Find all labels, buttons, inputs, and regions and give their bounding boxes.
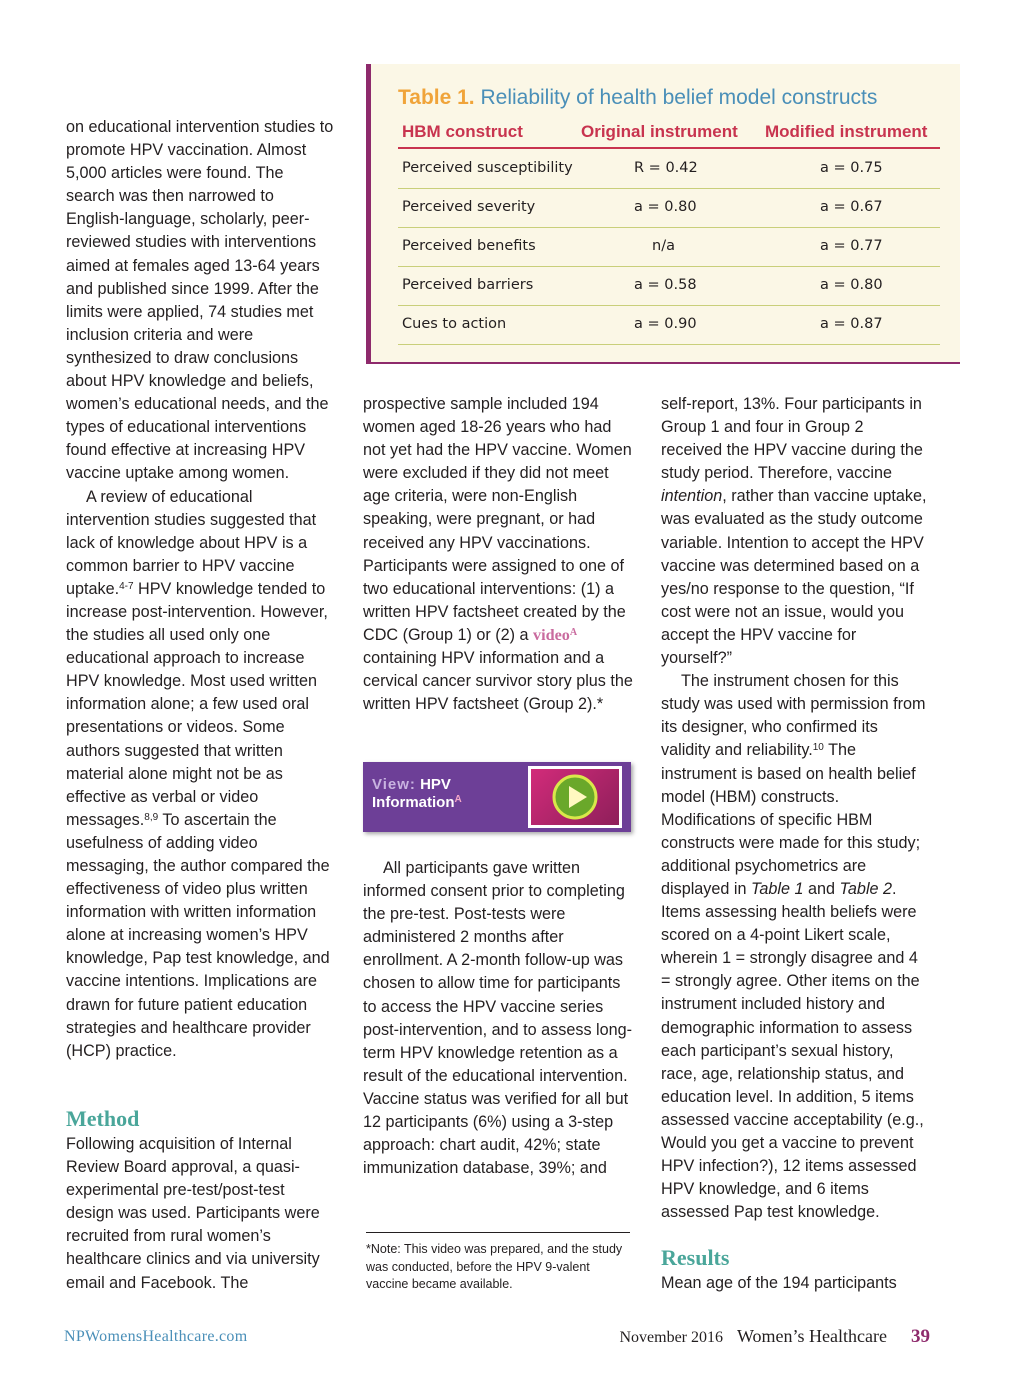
view-hpv-information-button[interactable] xyxy=(363,762,631,832)
view-button-label: View: HPV Information$^A$ xyxy=(372,776,462,811)
table-bottom-rule xyxy=(371,362,960,364)
results-paragraph xyxy=(661,1272,929,1295)
paragraph: The instrument chosen for this study was used with permission from its designer, who confirmed its validity and reliability.$^{10}$ The instrument is based on health belief model (HBM) constructs. Modifications of specific HBM constructs were made for this study; additional psychometrics are displayed in Table 1 and Table 2. Items assessing health beliefs were scored on a 4-point Likert scale, wherein 1 = strongly disagree and 4 = strongly agree. Other items on the instrument included history and demographic information to assess each participant’s sexual history, race, age, relationship status, and education level. In addition, 5 items assessed vaccine acceptability (e.g., Would you get a vaccine to prevent HPV infection?), 12 items assessed HPV knowledge, and 6 items assessed Pap test knowledge. xyxy=(661,672,926,1222)
table-cell: a = 0.77 xyxy=(820,238,883,254)
video-thumbnail[interactable] xyxy=(528,766,622,828)
table-cell: R = 0.42 xyxy=(634,160,698,176)
table-cell: Perceived susceptibility xyxy=(402,160,573,176)
paragraph: prospective sample included 194 women aged 18-26 years who had not yet had the HPV vaccine. Women were excluded if they did not meet age criteria, were non-English speaking, were pregnant, or had received any HPV vaccinations. Participants were assigned to one of two educational interventions: (1) a written HPV factsheet created by the CDC (Group 1) or (2) a video$^A$ containing HPV information and a cervical cancer survivor story plus the written HPV factsheet (Group 2).* xyxy=(363,395,633,714)
paragraph: A review of educational intervention studies suggested that lack of knowledge about HPV is a common barrier to HPV vaccine uptake.$^{4-7}$ HPV knowledge tended to increase post-intervention. However, the studies all used only one educational approach to increase HPV knowledge. Most used written information alone; a few used oral presentations or videos. Some authors suggested that written material alone might not be as effective as verbal or video messages.$^{8,9}$ To ascertain the usefulness of adding video messaging, the author compared the effectiveness of video plus written information with written information alone at increasing women’s HPV knowledge, Pap test knowledge, and vaccine intentions. Implications are drawn for future patient education strategies and healthcare provider (HCP) practice. xyxy=(66,487,330,1060)
table-cell: Perceived severity xyxy=(402,199,536,215)
column-header: HBM construct xyxy=(402,122,523,141)
column-1 xyxy=(66,116,334,1063)
table-cell: a = 0.67 xyxy=(820,199,883,215)
play-icon xyxy=(531,769,619,825)
column-header: Original instrument xyxy=(581,122,738,141)
table-cell: a = 0.75 xyxy=(820,160,883,176)
column-header: Modified instrument xyxy=(765,122,928,141)
table-cell: Perceived barriers xyxy=(402,277,534,293)
paragraph: Following acquisition of Internal Review Board approval, a quasi-experimental pre-test/post-test design was used. Participants were recruited from rural women’s healthcare clinics and via university email and Facebook. The xyxy=(66,1135,320,1292)
table-row xyxy=(398,267,940,306)
table-cell: a = 0.80 xyxy=(820,277,883,293)
table-row xyxy=(398,306,940,345)
table-row xyxy=(398,189,940,228)
paragraph: on educational intervention studies to promote HPV vaccination. Almost 5,000 articles were found. The search was then narrowed to English-language, scholarly, peer-reviewed studies with interventions aimed at females aged 13-64 years and published since 1999. After the limits were applied, 74 studies met inclusion criteria and were synthesized to draw conclusions about HPV knowledge and beliefs, women’s educational needs, and the types of educational interventions found effective at increasing HPV vaccine uptake among women. xyxy=(66,118,334,483)
page-number: 39 xyxy=(911,1326,930,1347)
table-cell: a = 0.58 xyxy=(634,277,697,293)
table-cell: Cues to action xyxy=(402,316,507,332)
column-2-continued xyxy=(363,857,633,1180)
section-heading-results: Results xyxy=(661,1245,730,1270)
table-title xyxy=(398,86,877,110)
citation: 10 xyxy=(812,742,824,754)
citation: 4-7 xyxy=(119,580,134,592)
table-cell: a = 0.80 xyxy=(634,199,697,215)
footer-journal: Women’s Healthcare xyxy=(737,1326,887,1346)
table-cell: Perceived benefits xyxy=(402,238,536,254)
table-1 xyxy=(366,64,960,364)
table-label: Table 1. xyxy=(398,86,475,109)
column-2 xyxy=(363,393,633,716)
paragraph: Mean age of the 194 participants xyxy=(661,1274,897,1292)
footer-website-link[interactable]: NPWomensHealthcare.com xyxy=(64,1328,248,1345)
column-3 xyxy=(661,393,929,1224)
table-cell: a = 0.87 xyxy=(820,316,883,332)
footnote: *Note: This video was prepared, and the study was conducted, before the HPV 9-valent vaccine became available. xyxy=(366,1242,623,1291)
table-cell: n/a xyxy=(652,238,675,254)
table-header-row xyxy=(398,121,940,149)
video-link[interactable]: video$^A$ xyxy=(533,625,578,644)
table-row xyxy=(398,150,940,189)
footnote-divider xyxy=(366,1232,630,1233)
footer-info xyxy=(619,1326,930,1348)
table-row xyxy=(398,228,940,267)
footer-date: November 2016 xyxy=(619,1329,723,1346)
paragraph: All participants gave written informed consent prior to completing the pre-test. Post-tests were administered 2 months after enrollment. A 2-month follow-up was chosen to allow time for participants to access the HPV vaccine series post-intervention, and to assess long-term HPV knowledge retention as a result of the educational intervention. Vaccine status was verified for all but 12 participants (6%) using a 3-step approach: chart audit, 42%; state immunization database, 39%; and xyxy=(363,859,633,1178)
citation: 8,9 xyxy=(144,811,159,823)
table-caption: Reliability of health belief model constructs xyxy=(480,86,878,109)
section-heading-method: Method xyxy=(66,1106,140,1131)
table-cell: a = 0.90 xyxy=(634,316,697,332)
method-paragraph xyxy=(66,1133,336,1295)
paragraph: self-report, 13%. Four participants in Group 1 and four in Group 2 received the HPV vaccine during the study period. Therefore, vaccine intention, rather than vaccine uptake, was evaluated as the study outcome variable. Intention to accept the HPV vaccine was determined based on a yes/no response to the question, “If cost were not an issue, would you accept the HPV vaccine for yourself?” xyxy=(661,395,927,668)
